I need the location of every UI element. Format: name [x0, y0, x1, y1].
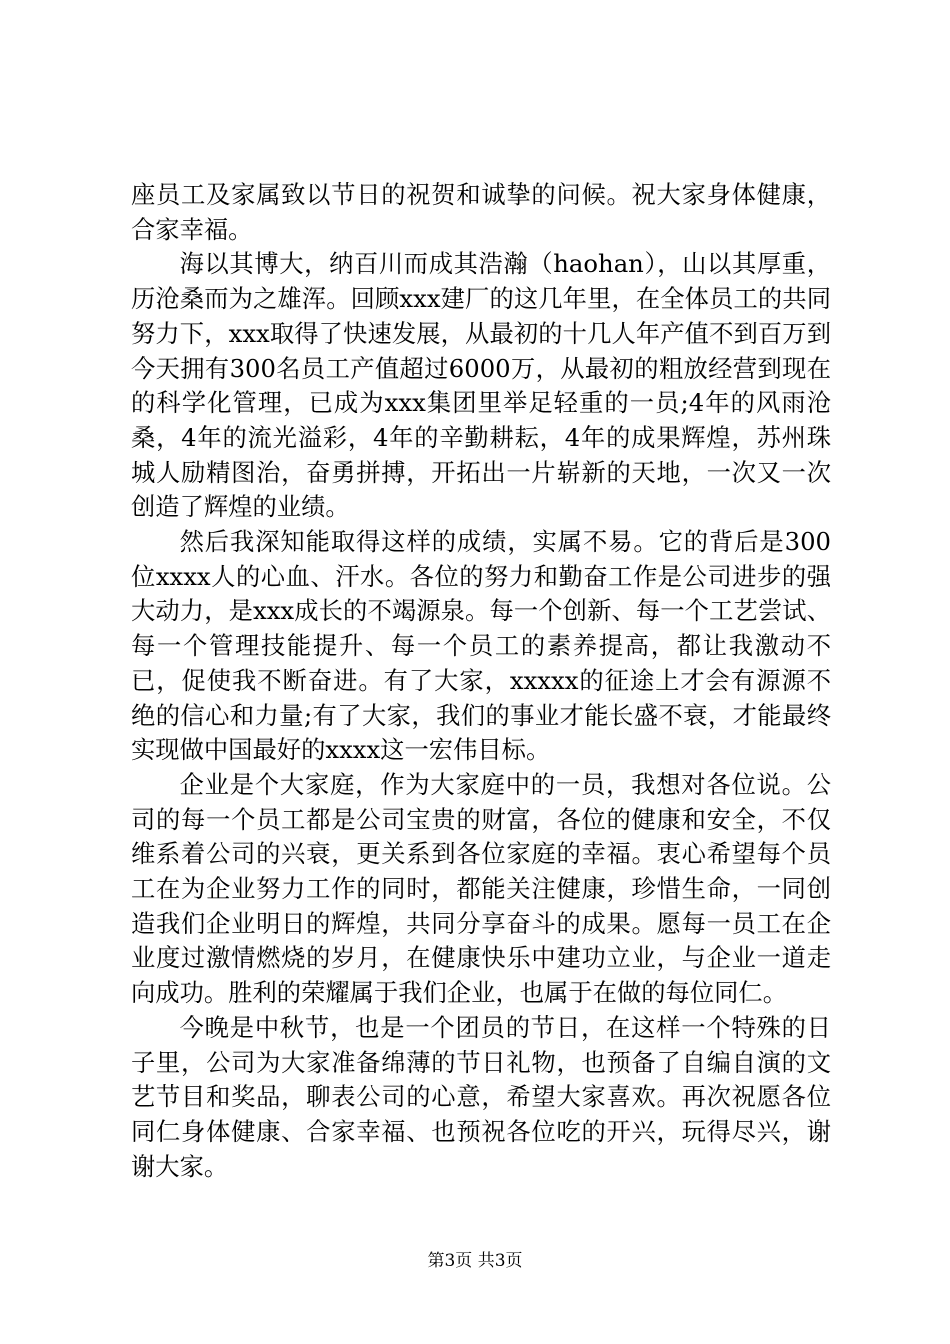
paragraph: 海以其博大，纳百川而成其浩瀚（haohan），山以其厚重，历沧桑而为之雄浑。回顾xxx建厂的这几年里，在全体员工的共同努力下，xxx取得了快速发展，从最初的十几人年产值不到百万到今天拥有300名员工产值超过6000万，从最初的粗放经营到现在的科学化管理，已成为xxx集团里举足轻重的一员;4年的风雨沧桑，4年的流光溢彩，4年的辛勤耕耘，4年的成果辉煌，苏州珠城人励精图治，奋勇拼搏，开拓出一片崭新的天地，一次又一次创造了辉煌的业绩。 [131, 249, 831, 522]
paragraph: 然后我深知能取得这样的成绩，实属不易。它的背后是300位xxxx人的心血、汗水。各位的努力和勤奋工作是公司进步的强大动力，是xxx成长的不竭源泉。每一个创新、每一个工艺尝试、每一个管理技能提升、每一个员工的素养提高，都让我激动不已，促使我不断奋进。有了大家，xxxxx的征途上才会有源源不绝的信心和力量;有了大家，我们的事业才能长盛不衰，才能最终实现做中国最好的xxxx这一宏伟目标。 [131, 527, 831, 765]
paragraph: 企业是个大家庭，作为大家庭中的一员，我想对各位说。公司的每一个员工都是公司宝贵的财富，各位的健康和安全，不仅维系着公司的兴衰，更关系到各位家庭的幸福。衷心希望每个员工在为企业努力工作的同时，都能关注健康，珍惜生命，一同创造我们企业明日的辉煌，共同分享奋斗的成果。愿每一员工在企业度过激情燃烧的岁月，在健康快乐中建功立业，与企业一道走向成功。胜利的荣耀属于我们企业，也属于在做的每位同仁。 [131, 769, 831, 1008]
paragraph-continuation: 座员工及家属致以节日的祝贺和诚挚的问候。祝大家身体健康，合家幸福。 [131, 180, 831, 244]
paragraph: 今晚是中秋节，也是一个团员的节日，在这样一个特殊的日子里，公司为大家准备绵薄的节日礼物，也预备了自编自演的文艺节目和奖品，聊表公司的心意，希望大家喜欢。再次祝愿各位同仁身体健康、合家幸福、也预祝各位吃的开兴，玩得尽兴，谢谢大家。 [131, 1012, 831, 1181]
document-body [131, 178, 831, 1184]
page-footer: 第3页 共3页 [427, 1251, 523, 1271]
